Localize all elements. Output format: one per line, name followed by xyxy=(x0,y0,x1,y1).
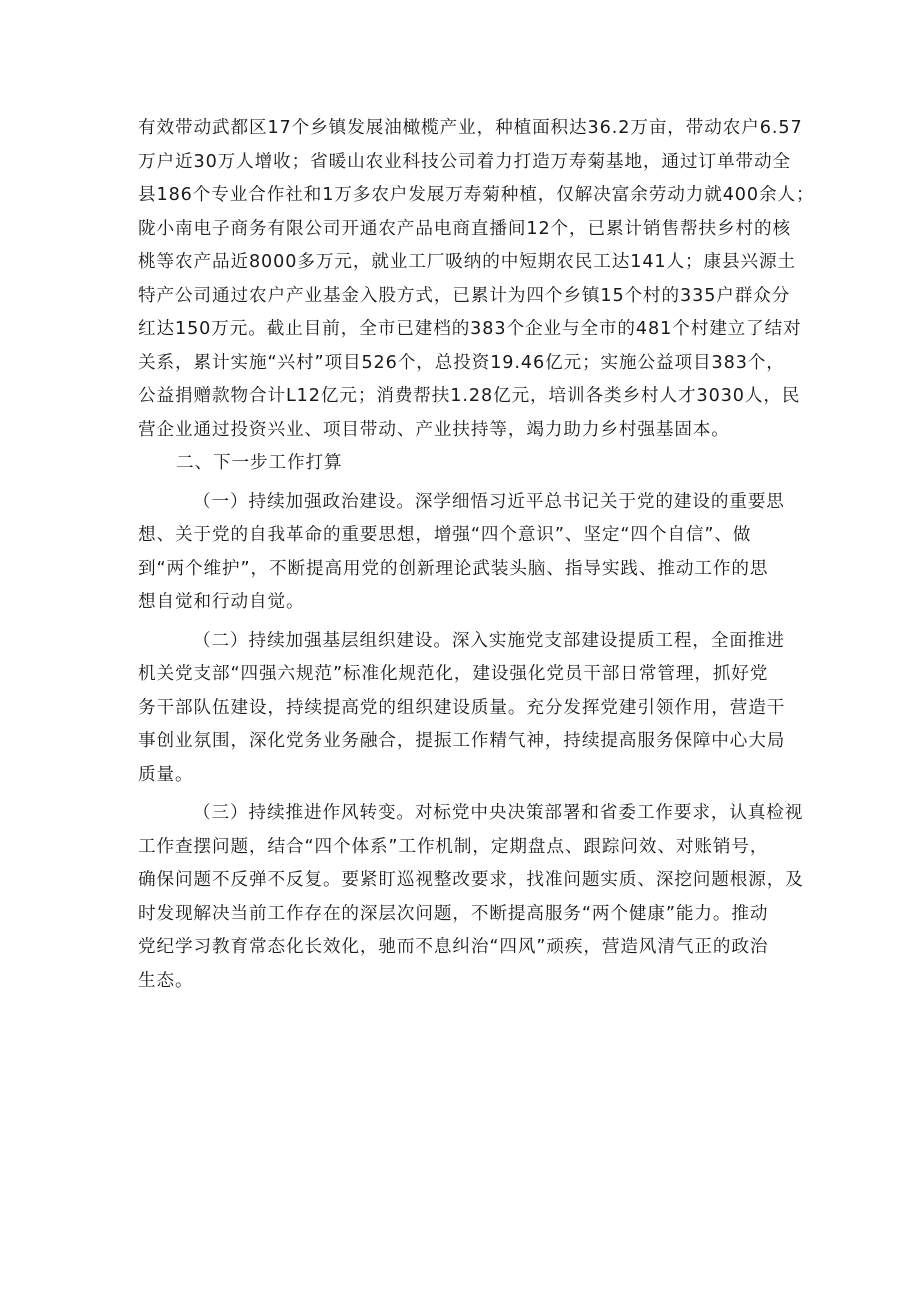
intro-line: 关系，累计实施“兴村”项目526个，总投资19.46亿元；实施公益项目383个， xyxy=(138,352,785,373)
section-heading: 二、下一步工作打算 xyxy=(176,453,343,473)
intro-line: 桃等农产品近8000多万元，就业工厂吸纳的中短期农民工达141人；康县兴源土 xyxy=(138,252,796,272)
paragraph-line: 想自觉和行动自觉。 xyxy=(138,592,305,612)
paragraph-line: 机关党支部“四强六规范”标准化规范化，建设强化党员干部日常管理，抓好党 xyxy=(138,664,769,684)
paragraph-line: 确保问题不反弹不反复。要紧盯巡视整改要求，找准问题实质、深挖问题根源，及 xyxy=(138,870,804,890)
paragraph-line: 到“两个维护”，不断提高用党的创新理论武装头脑、指导实践、推动工作的思 xyxy=(138,558,769,579)
paragraph-line: 时发现解决当前工作存在的深层次问题，不断提高服务“两个健康”能力。推动 xyxy=(138,903,769,924)
document-body xyxy=(138,112,815,998)
intro-line: 有效带动武都区17个乡镇发展油橄榄产业，种植面积达36.2万亩，带动农户6.57 xyxy=(138,118,803,138)
intro-line: 县186个专业合作社和1万多农户发展万寿菊种植，仅解决富余劳动力就400余人； xyxy=(138,185,815,205)
paragraph-line: 工作查摆问题，结合“四个体系”工作机制，定期盘点、跟踪问效、对账销号， xyxy=(138,836,769,857)
intro-line: 陇小南电子商务有限公司开通农产品电商直播间12个，已累计销售帮扶乡村的核 xyxy=(138,218,791,239)
paragraph-line: 党纪学习教育常态化长效化，驰而不息纠治“四风”顽疾，营造风清气正的政治 xyxy=(138,937,769,957)
paragraph-political-building xyxy=(138,486,788,620)
intro-line: 万户近30万人增收；省暖山农业科技公司着力打造万寿菊基地，通过订单带动全 xyxy=(138,151,791,172)
intro-paragraph xyxy=(138,112,815,447)
paragraph-grassroots-organization xyxy=(138,625,788,793)
intro-line: 公益捐赠款物合计L12亿元；消费帮扶1.28亿元，培训各类乡村人才3030人，民 xyxy=(138,386,801,406)
paragraph-work-style xyxy=(138,797,804,998)
intro-line: 红达150万元。截止目前，全市已建档的383个企业与全市的481个村建立了结对 xyxy=(138,319,802,339)
paragraph-line: 生态。 xyxy=(138,970,194,991)
paragraph-line: 务干部队伍建设，持续提高党的组织建设质量。充分发挥党建引领作用，营造干 xyxy=(138,697,786,718)
intro-line: 特产公司通过农户产业基金入股方式，已累计为四个乡镇15个村的335户群众分 xyxy=(138,285,791,306)
paragraph-line: 想、关于党的自我革命的重要思想，增强“四个意识”、坚定“四个自信”、做 xyxy=(138,525,752,545)
paragraph-line: 事创业氛围，深化党务业务融合，提振工作精气神，持续提高服务保障中心大局 xyxy=(138,731,786,751)
paragraph-line: （一）持续加强政治建设。深学细悟习近平总书记关于党的建设的重要思 xyxy=(193,491,785,512)
intro-line: 营企业通过投资兴业、项目带动、产业扶持等，竭力助力乡村强基固本。 xyxy=(138,419,730,440)
paragraph-line: （三）持续推进作风转变。对标党中央决策部署和省委工作要求，认真检视 xyxy=(193,803,804,823)
paragraph-line: （二）持续加强基层组织建设。深入实施党支部建设提质工程，全面推进 xyxy=(193,630,785,651)
paragraph-line: 质量。 xyxy=(138,764,194,785)
